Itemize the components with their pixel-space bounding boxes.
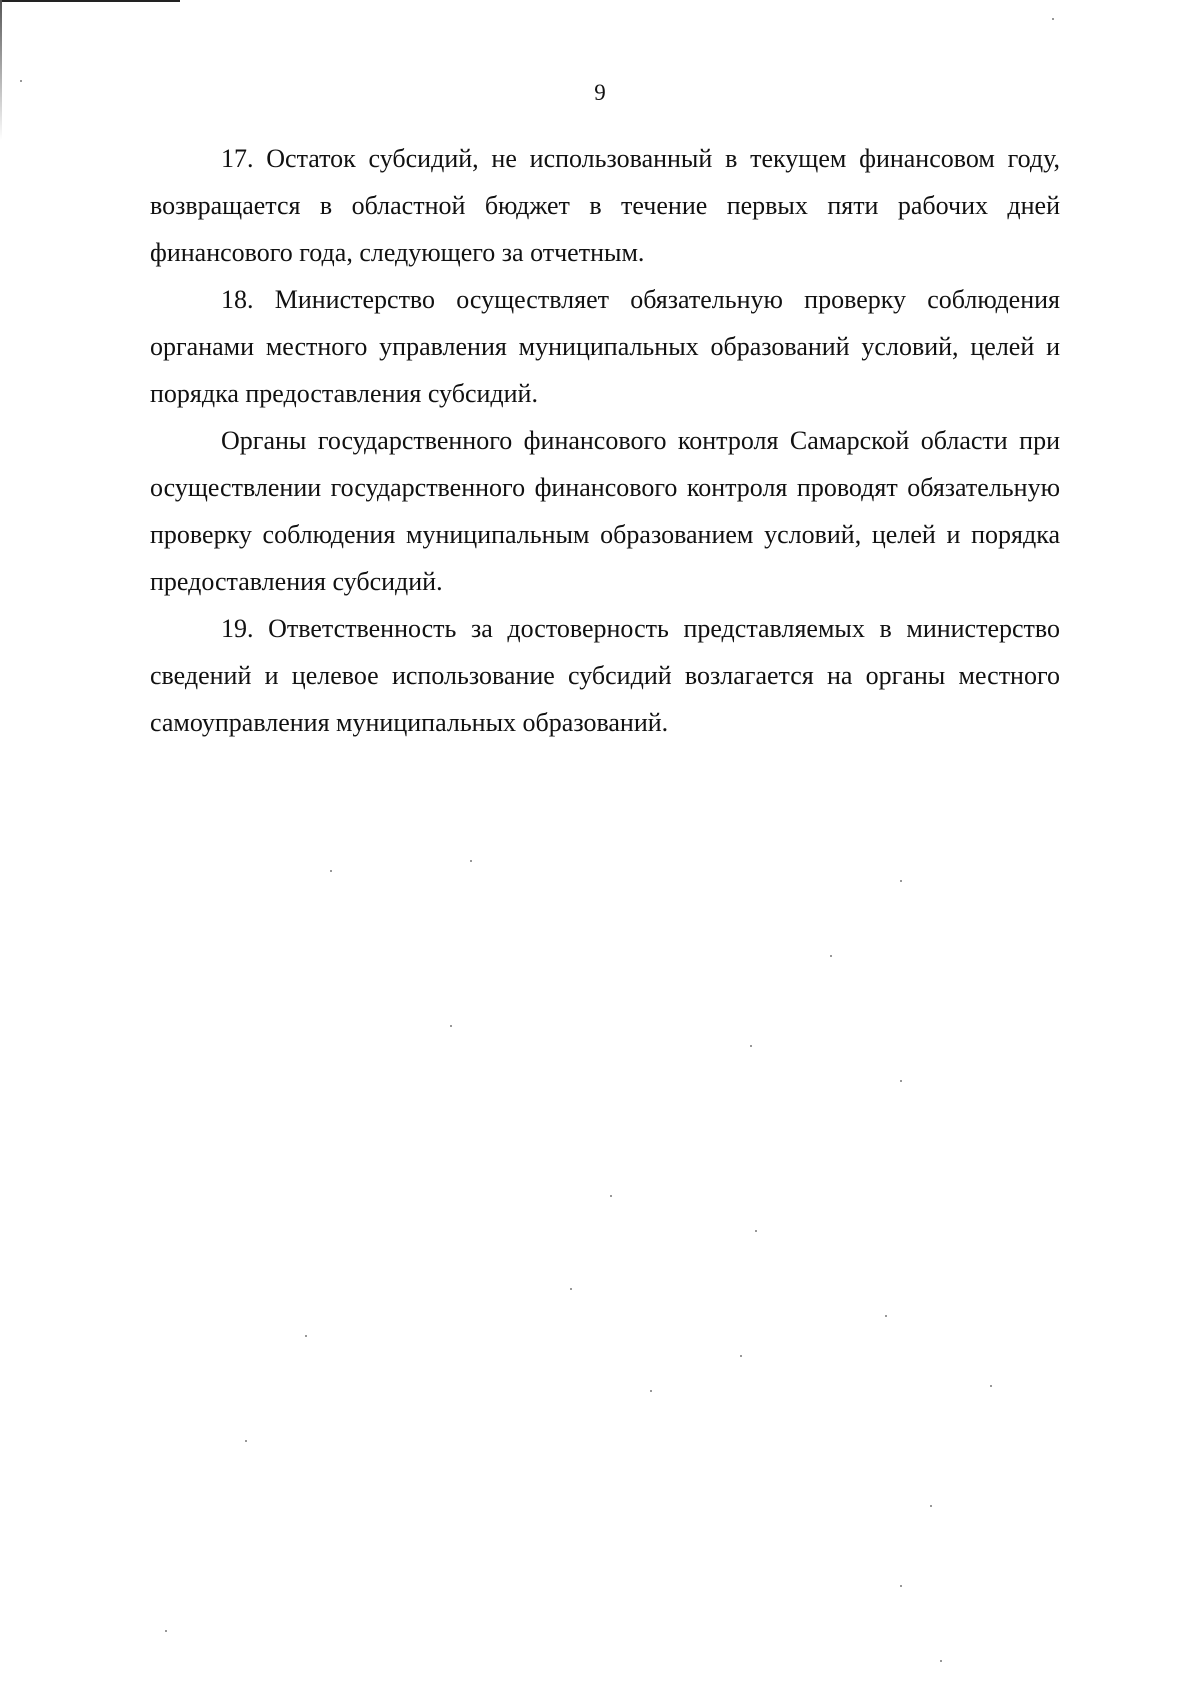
paragraph-17: 17. Остаток субсидий, не использованный в текущем финансовом году, возвращается в областной бюджет в течение первых пяти рабочих дней финансового года, следующего за отчетным. <box>150 144 1060 267</box>
page-number: 9 <box>594 80 606 105</box>
scan-speck <box>165 1630 167 1632</box>
document-body <box>150 135 1060 746</box>
scan-speck <box>1052 18 1054 20</box>
paragraph-19: 19. Ответственность за достоверность представляемых в министерство сведений и целевое использование субсидий возлагается на органы местного самоуправления муниципальных образований. <box>150 614 1060 737</box>
scan-speck <box>450 1025 452 1027</box>
paragraph-18: 18. Министерство осуществляет обязательную проверку соблюдения органами местного управления муниципальных образований условий, целей и порядка предоставления субсидий. <box>150 285 1060 408</box>
scan-speck <box>755 1230 757 1232</box>
scan-speck <box>20 80 22 82</box>
scan-speck <box>940 1660 942 1662</box>
scan-speck <box>245 1440 247 1442</box>
scan-speck <box>740 1355 742 1357</box>
scan-speck <box>570 1288 572 1290</box>
scan-speck <box>900 1585 902 1587</box>
scan-speck <box>470 860 472 862</box>
scan-edge-line <box>0 0 180 2</box>
scan-speck <box>330 870 332 872</box>
scan-edge-shadow <box>0 0 2 140</box>
scan-speck <box>610 1195 612 1197</box>
paragraph-financial-control: Органы государственного финансового контроля Самарской области при осуществлении государственного финансового контроля проводят обязательную проверку соблюдения муниципальным образованием условий, целей и порядка предоставления субсидий. <box>150 426 1060 596</box>
scan-speck <box>750 1045 752 1047</box>
scan-speck <box>900 1080 902 1082</box>
scan-speck <box>830 955 832 957</box>
scan-speck <box>885 1315 887 1317</box>
scan-speck <box>305 1335 307 1337</box>
scan-speck <box>930 1505 932 1507</box>
scan-speck <box>650 1390 652 1392</box>
scan-speck <box>900 880 902 882</box>
scan-speck <box>990 1385 992 1387</box>
